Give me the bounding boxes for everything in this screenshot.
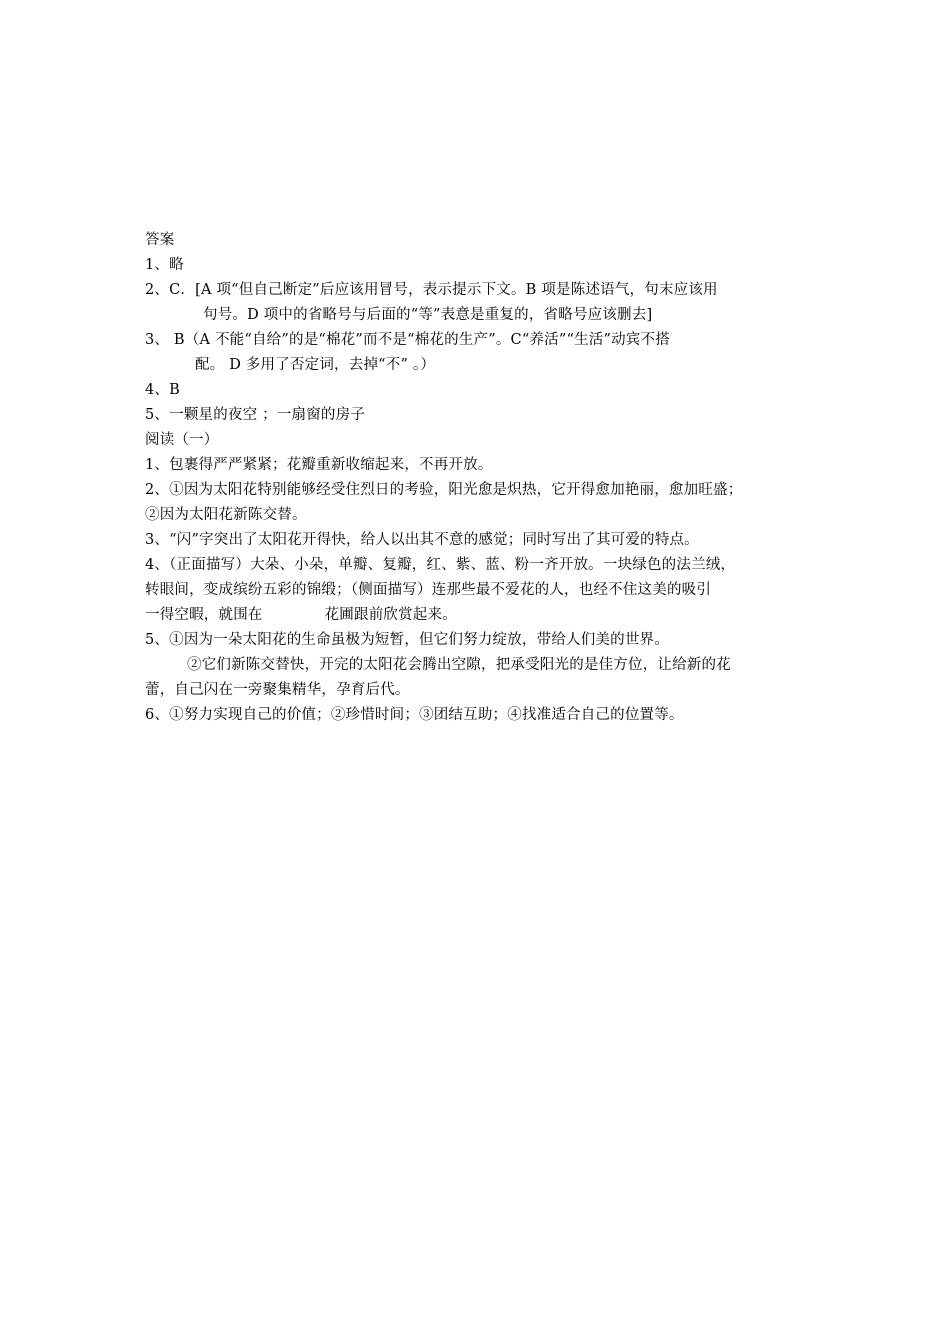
reading-answer-5-line-2: ②它们新陈交替快，开完的太阳花会腾出空隙，把承受阳光的是佳方位，让给新的花 (187, 657, 731, 673)
reading-answer-4-line-3-part-a: 一得空暇，就围在 (145, 607, 263, 623)
reading-section-title: 阅读（一） (145, 432, 219, 448)
reading-answer-5-line-1: 5、①因为一朵太阳花的生命虽极为短暂，但它们努力绽放，带给人们美的世界。 (145, 632, 669, 648)
answer-2-line-2: 句号。D 项中的省略号与后面的“等”表意是重复的，省略号应该删去] (203, 307, 653, 323)
reading-answer-6: 6、①努力实现自己的价值；②珍惜时间；③团结互助；④找准适合自己的位置等。 (145, 707, 684, 723)
reading-answer-2-line-2: ②因为太阳花新陈交替。 (145, 507, 307, 523)
reading-answer-5-line-3: 蕾，自己闪在一旁聚集精华，孕育后代。 (145, 682, 410, 698)
reading-answer-4-line-3-part-b: 花圃跟前欣赏起来。 (324, 607, 457, 623)
reading-answer-3: 3、“闪”字突出了太阳花开得快，给人以出其不意的感觉；同时写出了其可爱的特点。 (145, 532, 699, 548)
answer-3-line-1: 3、 B（A 不能“自给”的是“棉花”而不是“棉花的生产”。C“养活”“生活”动宾不搭 (145, 332, 670, 348)
answer-4: 4、B (145, 382, 180, 398)
answer-3-line-2: 配。 D 多用了否定词，去掉“不” 。） (195, 357, 436, 373)
reading-answer-4-line-2: 转眼间，变成缤纷五彩的锦缎；（侧面描写）连那些最不爱花的人，也经不住这美的吸引 (145, 582, 712, 598)
answer-content (145, 228, 810, 728)
reading-answer-4-line-3 (145, 603, 810, 628)
reading-answer-4-line-1: 4、（正面描写）大朵、小朵，单瓣、复瓣，红、紫、蓝、粉一齐开放。一块绿色的法兰绒， (145, 557, 736, 573)
reading-answer-1: 1、包裹得严严紧紧；花瓣重新收缩起来，不再开放。 (145, 457, 493, 473)
answer-1: 1、略 (145, 257, 184, 273)
answer-heading: 答案 (145, 232, 175, 248)
answer-2-line-1: 2、C．[A 项“但自己断定”后应该用冒号，表示提示下文。B 项是陈述语气，句末应该用 (145, 282, 718, 298)
answer-5: 5、一颗星的夜空 ；一扇窗的房子 (145, 407, 366, 423)
reading-answer-2-line-1: 2、①因为太阳花特别能够经受住烈日的考验，阳光愈是炽热，它开得愈加艳丽，愈加旺盛； (145, 482, 743, 498)
